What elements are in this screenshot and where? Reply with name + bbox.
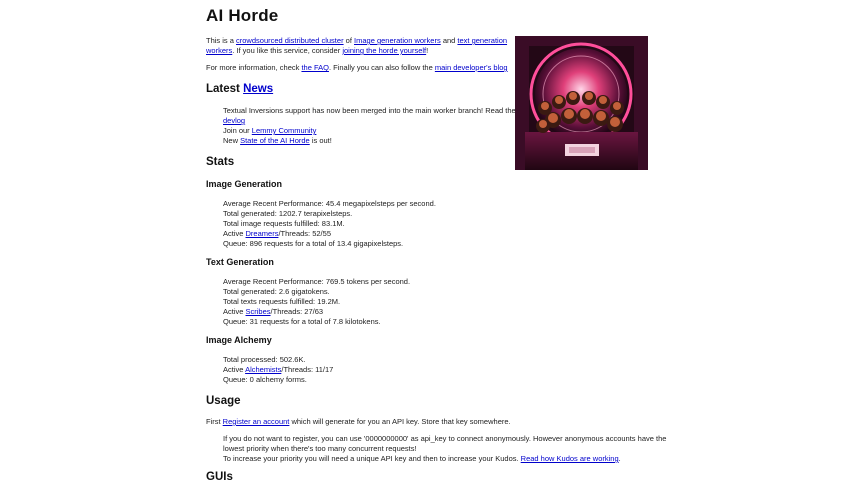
news-text: Textual Inversions support has now been merged into the main worker branch! Read the: [223, 106, 516, 115]
usage-heading: Usage: [206, 395, 241, 407]
latest-news-heading: [206, 83, 273, 95]
text-stat-total: Total generated: 2.6 gigatokens.: [223, 287, 330, 296]
link-kudos[interactable]: Read how Kudos are working: [520, 454, 619, 463]
image-alchemy-heading: Image Alchemy: [206, 335, 272, 345]
stat-text: Active: [223, 307, 246, 316]
intro-text: !: [426, 46, 429, 55]
link-devlog[interactable]: devlog: [223, 116, 246, 125]
image-stat-active: [223, 229, 331, 239]
image-stat-total: Total generated: 1202.7 terapixelsteps.: [223, 209, 353, 218]
usage-text: First: [206, 417, 223, 426]
link-state-of-horde[interactable]: State of the AI Horde: [240, 136, 310, 145]
link-alchemists[interactable]: Alchemists: [245, 365, 282, 374]
link-lemmy[interactable]: Lemmy Community: [251, 126, 317, 135]
stat-text: /Threads: 27/63: [270, 307, 324, 316]
intro-text: For more information, check: [206, 63, 302, 72]
stats-heading: Stats: [206, 156, 235, 168]
usage-text: which will generate for you an API key. Store that key somewhere.: [289, 417, 511, 426]
intro-line-3: [206, 63, 508, 73]
guis-heading: GUIs: [206, 471, 233, 483]
usage-kudos-line: [223, 454, 621, 464]
latest-heading-text: Latest: [206, 83, 244, 95]
intro-text: and: [440, 36, 458, 45]
link-faq[interactable]: the FAQ: [301, 63, 329, 72]
hero-image: [515, 36, 648, 170]
link-text-workers-cont[interactable]: workers: [206, 46, 233, 55]
image-stat-queue: Queue: 896 requests for a total of 13.4 gigapixelsteps.: [223, 239, 404, 248]
text-stat-performance: Average Recent Performance: 769.5 tokens per second.: [223, 277, 411, 286]
alchemy-stat-queue: Queue: 0 alchemy forms.: [223, 375, 307, 384]
intro-text: of: [343, 36, 355, 45]
link-text-workers[interactable]: text generation: [457, 36, 508, 45]
link-image-workers[interactable]: Image generation workers: [354, 36, 441, 45]
text-stat-queue: Queue: 31 requests for a total of 7.8 kilotokens.: [223, 317, 381, 326]
stat-text: Active: [223, 365, 246, 374]
stat-text: /Threads: 11/17: [281, 365, 334, 374]
image-generation-heading: Image Generation: [206, 179, 283, 189]
usage-text: .: [618, 454, 621, 463]
link-register-account[interactable]: Register an account: [222, 417, 290, 426]
news-text: New: [223, 136, 241, 145]
link-news[interactable]: News: [243, 83, 274, 95]
link-crowdsourced-cluster[interactable]: crowdsourced distributed cluster: [236, 36, 344, 45]
intro-line-1: [206, 36, 507, 46]
news-item-2: [223, 126, 316, 136]
intro-line-2: [206, 46, 428, 56]
stat-text: /Threads: 52/55: [278, 229, 331, 238]
link-scribes[interactable]: Scribes: [245, 307, 271, 316]
link-dreamers[interactable]: Dreamers: [245, 229, 279, 238]
intro-text: . If you like this service, consider: [232, 46, 343, 55]
news-text: is out!: [309, 136, 332, 145]
intro-text: This is a: [206, 36, 237, 45]
image-stat-performance: Average Recent Performance: 45.4 megapixelsteps per second.: [223, 199, 436, 208]
usage-register-line: [206, 417, 511, 427]
stat-text: Active: [223, 229, 246, 238]
text-stat-requests: Total texts requests fulfilled: 19.2M.: [223, 297, 341, 306]
usage-anon-line-2: lowest priority when there's too many concurrent requests!: [223, 444, 417, 453]
image-stat-requests: Total image requests fulfilled: 83.1M.: [223, 219, 345, 228]
news-item-3: [223, 136, 332, 146]
ai-horde-artwork: [515, 36, 648, 170]
text-stat-active: [223, 307, 323, 317]
usage-anon-line-1: If you do not want to register, you can use '0000000000' as api_key to connect anonymously. However anonymous accounts have the: [223, 434, 667, 443]
news-item-1: [223, 106, 516, 116]
news-text: Join our: [223, 126, 252, 135]
link-dev-blog[interactable]: main developer's blog: [434, 63, 508, 72]
usage-text: To increase your priority you will need a unique API key and then to increase your Kudos.: [223, 454, 521, 463]
text-generation-heading: Text Generation: [206, 257, 274, 267]
page-title: AI Horde: [206, 6, 279, 25]
intro-text: . Finally you can also follow the: [328, 63, 435, 72]
alchemy-stat-total: Total processed: 502.6K.: [223, 355, 306, 364]
link-join-horde[interactable]: joining the horde yourself: [342, 46, 427, 55]
news-item-1-cont: [223, 116, 245, 126]
alchemy-stat-active: [223, 365, 333, 375]
